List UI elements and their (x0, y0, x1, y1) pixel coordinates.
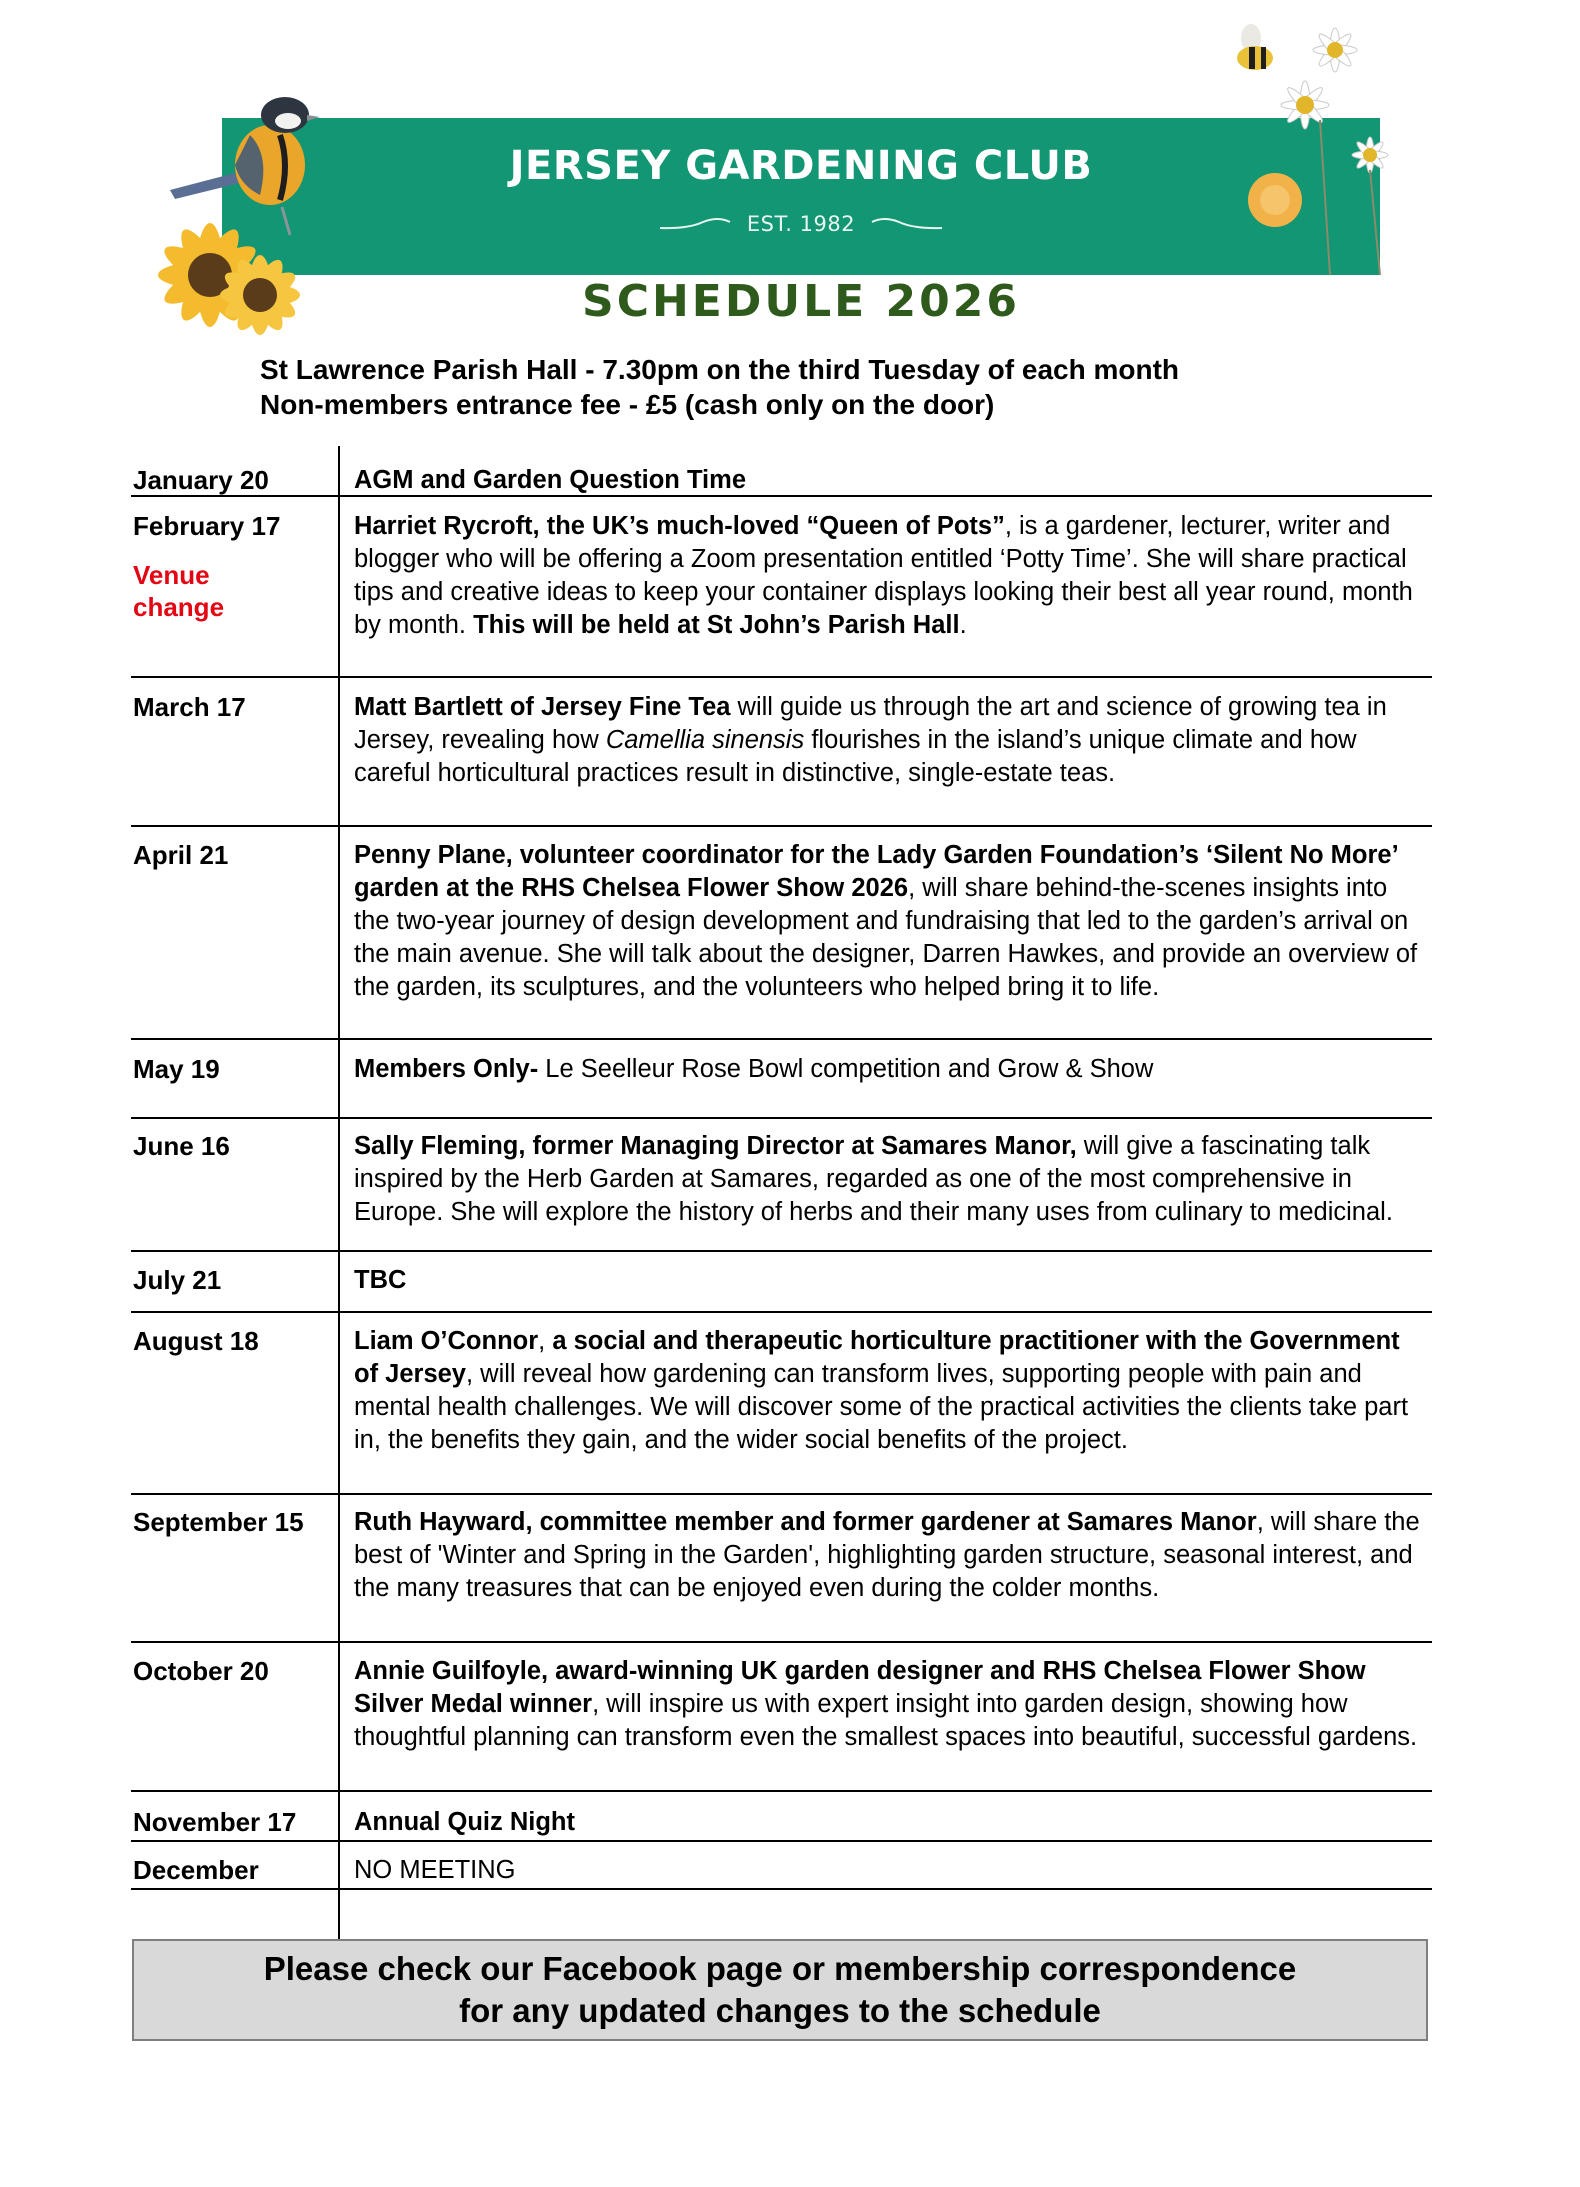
body-text: Le Seelleur Rose Bowl competition and Grow & Show (538, 1055, 1154, 1083)
schedule-date: October 20 (133, 1656, 269, 1686)
bold-text: Sally Fleming, former Managing Director at Samares Manor, (354, 1132, 1077, 1160)
row-divider (131, 825, 1432, 827)
schedule-date: January 20 (133, 465, 269, 495)
row-divider (131, 1311, 1432, 1313)
bee-icon (1237, 24, 1273, 70)
body-text: , will share behind-the-scenes insights into the two-year journey of design development and fundraising that led to the garden’s arrival on the main avenue. She will talk about the designer, Darren Hawkes, and provide an overview of the garden, its sculptures, and the volunteers who helped bring it to life. (354, 874, 1418, 1001)
venue-time-line: St Lawrence Parish Hall - 7.30pm on the third Tuesday of each month (260, 354, 1180, 385)
established-line (222, 206, 1380, 242)
body-text: NO MEETING (354, 1856, 516, 1884)
bold-text: Matt Bartlett of Jersey Fine Tea (354, 693, 731, 721)
schedule-date: March 17 (133, 692, 246, 722)
bold-text: Annual Quiz Night (354, 1808, 575, 1836)
schedule-description (354, 510, 1424, 642)
row-divider (131, 1250, 1432, 1252)
body-text: , (538, 1327, 553, 1355)
schedule-date: September 15 (133, 1507, 304, 1537)
club-name: JERSEY GARDENING CLUB (509, 143, 1093, 189)
row-divider (131, 1117, 1432, 1119)
schedule-description (354, 1854, 1424, 1887)
row-divider (131, 1493, 1432, 1495)
schedule-description (354, 1655, 1424, 1754)
schedule-description (354, 1506, 1424, 1605)
schedule-date: June 16 (133, 1131, 230, 1161)
schedule-date: July 21 (133, 1265, 222, 1295)
body-text: . (959, 611, 967, 639)
intro-text (260, 352, 1179, 422)
schedule-description (354, 464, 1424, 497)
left-flourish-icon (658, 216, 733, 232)
schedule-date: November 17 (133, 1807, 297, 1837)
schedule-description (354, 1806, 1424, 1839)
footer-line-2: for any updated changes to the schedule (459, 1992, 1101, 2029)
bold-text: Penny Plane, volunteer coordinator for the Lady Garden Foundation’s ‘Silent No More’ garden at the RHS Chelsea Flower Show 2026 (354, 841, 1398, 902)
bold-text: Members Only- (354, 1055, 539, 1083)
row-divider (131, 676, 1432, 678)
right-flourish-icon (869, 216, 944, 232)
bold-text: TBC (354, 1266, 407, 1294)
body-text: , is a gardener, lecturer, writer and blogger who will be offering a Zoom presentation entitled ‘Potty Time’. She will share practical tips and creative ideas to keep your container displays looking their best all year round, month by month. (354, 512, 1413, 639)
row-divider (131, 495, 1432, 497)
row-divider (131, 1038, 1432, 1040)
schedule-description (354, 1130, 1424, 1229)
italic-text: Camellia sinensis (605, 726, 805, 754)
bold-text: a social and therapeutic horticulture practitioner with the Government of Jersey (354, 1327, 1400, 1388)
schedule-date: May 19 (133, 1054, 220, 1084)
table-column-divider (338, 446, 340, 1939)
schedule-description (354, 839, 1424, 1004)
footer-notice (132, 1939, 1428, 2041)
venue-change-note: Venue change (133, 560, 225, 622)
row-divider (131, 1790, 1432, 1792)
established-year: EST. 1982 (746, 212, 856, 236)
bold-text: Ruth Hayward, committee member and former gardener at Samares Manor (354, 1508, 1257, 1536)
footer-line-1: Please check our Facebook page or membership correspondence (263, 1950, 1297, 1987)
bold-text: This will be held at St John’s Parish Hall (473, 611, 960, 639)
body-text: , will share the best of 'Winter and Spring in the Garden', highlighting garden structure, seasonal interest, and the many treasures that can be enjoyed even during the colder months. (354, 1508, 1420, 1602)
bold-text: Liam O’Connor (354, 1327, 539, 1355)
row-divider (131, 1641, 1432, 1643)
schedule-description (354, 1325, 1424, 1457)
body-text: flourishes in the island’s unique climate and how careful horticultural practices result in distinctive, single-estate teas. (354, 726, 1357, 787)
row-divider (131, 1840, 1432, 1842)
body-text: will guide us through the art and science of growing tea in Jersey, revealing how (354, 693, 1387, 754)
schedule-title: SCHEDULE 2026 (582, 276, 1020, 327)
schedule-date: August 18 (133, 1326, 259, 1356)
schedule-description (354, 691, 1424, 790)
body-text: , will reveal how gardening can transform lives, supporting people with pain and mental health challenges. We will discover some of the practical activities the clients take part in, the benefits they gain, and the wider social benefits of the project. (354, 1360, 1409, 1454)
bold-text: Harriet Rycroft, the UK’s much-loved “Queen of Pots” (354, 512, 1005, 540)
entrance-fee-line: Non-members entrance fee - £5 (cash only on the door) (260, 389, 995, 420)
schedule-date: February 17 (133, 511, 281, 541)
body-text: , will inspire us with expert insight into garden design, showing how thoughtful planning can transform even the smallest spaces into beautiful, successful gardens. (354, 1690, 1418, 1751)
schedule-date: April 21 (133, 840, 229, 870)
bold-text: Annie Guilfoyle, award-winning UK garden designer and RHS Chelsea Flower Show Silver Medal winner (354, 1657, 1366, 1718)
row-divider (131, 1888, 1432, 1890)
body-text: will give a fascinating talk inspired by the Herb Garden at Samares, regarded as one of the most comprehensive in Europe. She will explore the history of herbs and their many uses from culinary to medicinal. (354, 1132, 1393, 1226)
schedule-description (354, 1053, 1424, 1086)
schedule-date: December (133, 1855, 259, 1885)
schedule-description (354, 1264, 1424, 1297)
bold-text: AGM and Garden Question Time (354, 466, 747, 494)
